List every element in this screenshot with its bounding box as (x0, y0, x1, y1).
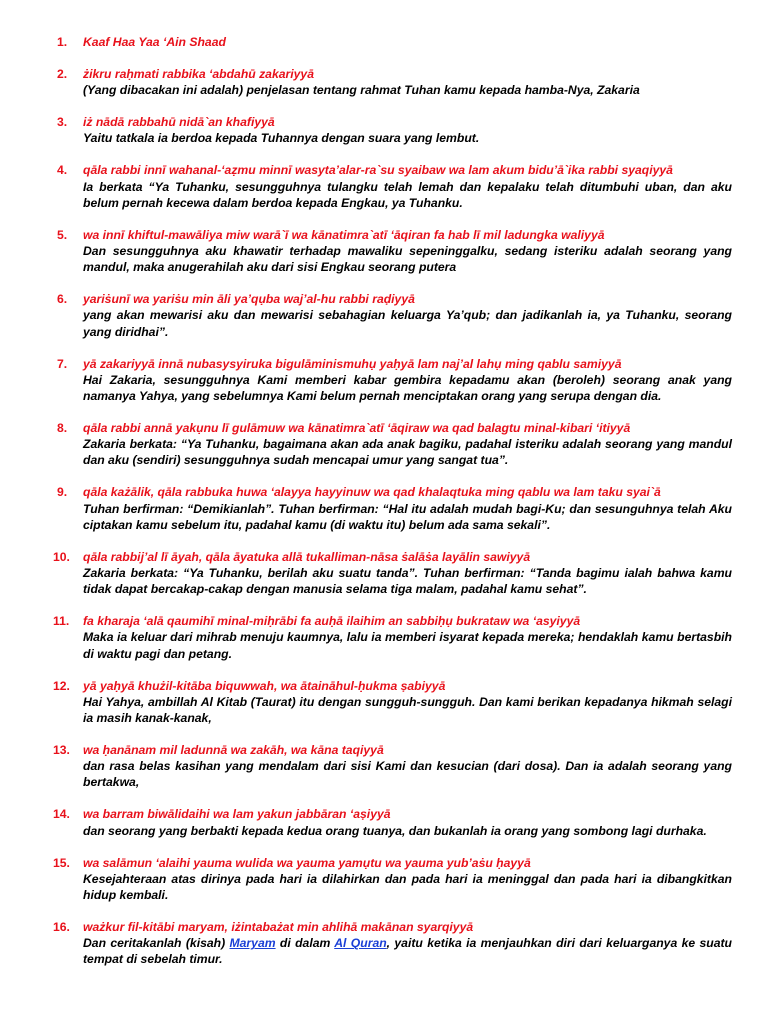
translation: Zakaria berkata: “Ya Tuhanku, bagaimana akan ada anak bagiku, padahal isteriku adalah seorang yang mandul dan aku (sendiri) sesungguhnya sudah mencapai umur yang sangat tua”. (83, 437, 732, 468)
transliteration: iż nādā rabbahū nidā`an khafiyyā (83, 115, 275, 130)
transliteration: wa salāmun ‘alaihi yauma wulida wa yauma yamụtu wa yauma yub’aṡu ḥayyā (83, 855, 531, 870)
transliteration: yā zakariyyā innā nubasysyiruka bigulāminismuhụ yaḥyā lam naj’al lahụ ming qablu samiyyā (83, 356, 622, 371)
transliteration: qāla rabbi annā yakụnu lī gulāmuw wa kānatimra`atī ‘āqiraw wa qad balagtu minal-kibari ‘itiyyā (83, 421, 631, 436)
verse-item (53, 484, 732, 533)
transliteration: yā yaḥyā khużil-kitāba biquwwah, wa ātaināhul-ḥukma ṣabiyyā (83, 678, 446, 693)
verse-item (53, 678, 732, 727)
transliteration: wa barram biwālidaihi wa lam yakun jabbāran ‘aṣiyyā (83, 807, 391, 822)
verse-item (53, 162, 732, 211)
verse-item (53, 549, 732, 598)
verse-item (53, 742, 732, 791)
translation: Ia berkata “Ya Tuhanku, sesungguhnya tulangku telah lemah dan kepalaku telah ditumbuhi uban, dan aku belum pernah kecewa dalam berdoa kepada Engkau, ya Tuhanku. (83, 179, 732, 210)
translation-text: Dan ceritakanlah (kisah) (83, 936, 230, 951)
verse-item (53, 613, 732, 662)
verse-number: 5. (57, 227, 68, 242)
verse-item (53, 919, 732, 968)
transliteration: qāla rabbij’al lī āyah, qāla āyatuka allā tukalliman-nāsa ṡalāṡa layālin sawiyyā (83, 549, 531, 564)
transliteration: qāla każālik, qāla rabbuka huwa ‘alayya hayyinuw wa qad khalaqtuka ming qablu wa lam taku syai`ā (83, 485, 661, 500)
transliteration: żikru raḥmati rabbika ‘abdahū zakariyyā (83, 67, 314, 81)
verse-item (53, 855, 732, 904)
verse-number: 16. (53, 920, 70, 935)
translation: (Yang dibacakan ini adalah) penjelasan tentang rahmat Tuhan kamu kepada hamba-Nya, Zakaria (83, 83, 640, 98)
translation-text: , yaitu ketika ia menjauhkan diri dari keluarganya ke suatu tempat di sebelah timur. (83, 936, 732, 967)
translation (83, 935, 732, 967)
translation-text: di dalam (275, 936, 335, 951)
verse-item (53, 34, 732, 50)
verse-number: 9. (57, 485, 68, 500)
verse-item (53, 420, 732, 469)
translation: dan seorang yang berbakti kepada kedua orang tuanya, dan bukanlah ia orang yang sombong lagi durhaka. (83, 823, 707, 838)
transliteration: qāla rabbi innī wahanal-‘aẓmu minnī wasyta’alar-ra`su syaibaw wa lam akum bidu’ā`ika rabbi syaqiyyā (83, 163, 673, 178)
transliteration: yariṡunī wa yariṡu min āli ya’qụba waj’al-hu rabbi raḍiyyā (83, 292, 415, 307)
translation: yang akan mewarisi aku dan mewarisi sebahagian keluarga Ya’qub; dan jadikanlah ia, ya Tuhanku, seorang yang diridhai”. (83, 308, 732, 339)
verse-number: 7. (57, 356, 68, 371)
verse-list (53, 34, 732, 968)
translation: Hai Yahya, ambillah Al Kitab (Taurat) itu dengan sungguh-sungguh. Dan kami berikan kepadanya hikmah selagi ia masih kanak-kanak, (83, 694, 732, 726)
transliteration: Kaaf Haa Yaa ‘Ain Shaad (83, 35, 226, 49)
verse-number: 10. (53, 549, 70, 564)
translation: Yaitu tatkala ia berdoa kepada Tuhannya dengan suara yang lembut. (83, 131, 480, 146)
translation: Zakaria berkata: “Ya Tuhanku, berilah aku suatu tanda”. Tuhan berfirman: “Tanda bagimu ialah bahwa kamu tidak dapat bercakap-cakap dengan manusia selama tiga malam, padahal kamu sehat”. (83, 566, 732, 597)
translation: Dan sesungguhnya aku khawatir terhadap mawaliku sepeninggalku, sedang isteriku adalah seorang yang mandul, maka anugerahilah aku dari sisi Engkau seorang putera (83, 244, 732, 275)
verse-item (53, 227, 732, 276)
verse-item (53, 356, 732, 405)
translation: Hai Zakaria, sesungguhnya Kami memberi kabar gembira kepadamu akan (beroleh) seorang anak yang namanya Yahya, yang sebelumnya Kami belum pernah menciptakan orang yang serupa dengan dia. (83, 372, 732, 404)
verse-number: 3. (57, 115, 68, 130)
verse-number: 4. (57, 163, 68, 178)
verse-number: 2. (57, 67, 68, 81)
verse-item (53, 114, 732, 146)
verse-item (53, 806, 732, 838)
verse-number: 1. (57, 35, 68, 49)
verse-number: 8. (57, 421, 68, 436)
transliteration: fa kharaja ‘alā qaumihī minal-miḥrābi fa auḥā ilaihim an sabbiḥụ bukrataw wa ‘asyiyyā (83, 614, 581, 629)
translation: Maka ia keluar dari mihrab menuju kaumnya, lalu ia memberi isyarat kepada mereka; hendaklah kamu bertasbih di waktu pagi dan petang. (83, 630, 732, 661)
verse-number: 11. (53, 614, 70, 629)
verse-item (53, 291, 732, 340)
verse-number: 6. (57, 292, 68, 307)
maryam-link[interactable]: Maryam (229, 936, 276, 951)
verse-number: 12. (53, 678, 70, 693)
verse-number: 14. (53, 807, 70, 822)
transliteration: ważkur fil-kitābi maryam, iżintabażat min ahlihā makānan syarqiyyā (83, 920, 474, 935)
verse-number: 13. (53, 743, 70, 758)
translation: Tuhan berfirman: “Demikianlah”. Tuhan berfirman: “Hal itu adalah mudah bagi-Ku; dan sesunguhnya telah Aku ciptakan kamu sebelum itu, padahal kamu (di waktu itu) belum ada sama sekali”. (83, 501, 732, 532)
verse-item (53, 66, 732, 98)
transliteration: wa innī khiftul-mawāliya miw warā`ī wa kānatimra`atī ‘āqiran fa hab lī mil ladungka waliyyā (83, 227, 605, 242)
al-quran-link[interactable]: Al Quran (334, 936, 387, 951)
verse-number: 15. (53, 855, 70, 870)
translation: dan rasa belas kasihan yang mendalam dari sisi Kami dan kesucian (dari dosa). Dan ia adalah seorang yang bertakwa, (83, 759, 732, 790)
transliteration: wa ḥanānam mil ladunnā wa zakāh, wa kāna taqiyyā (83, 743, 384, 758)
translation: Kesejahteraan atas dirinya pada hari ia dilahirkan dan pada hari ia meninggal dan pada hari ia dibangkitkan hidup kembali. (83, 871, 732, 903)
